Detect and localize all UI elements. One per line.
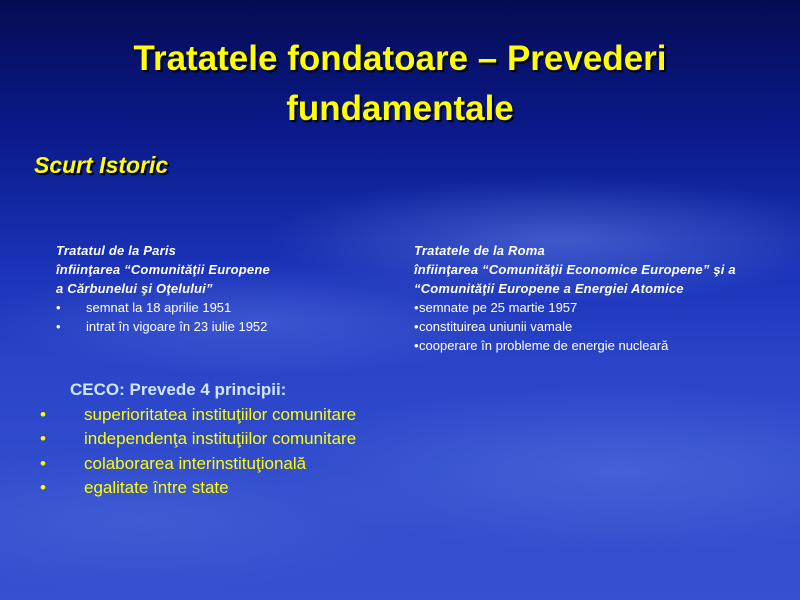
slide-title — [40, 34, 760, 134]
rome-bullet-signed: semnate pe 25 martie 1957 — [419, 300, 578, 315]
rome-treaties-column — [414, 241, 800, 355]
list-item — [40, 403, 500, 428]
subtitle: Scurt Istoric — [34, 152, 169, 178]
title-line-2: fundamentale — [286, 89, 514, 128]
list-item — [414, 317, 800, 336]
list-item — [40, 476, 500, 501]
ceco-principles — [40, 378, 500, 501]
rome-bullet-nuclear: cooperare în probleme de energie nucleară — [419, 338, 669, 353]
bullet-icon: • — [40, 429, 46, 448]
bullet-icon: • — [40, 453, 46, 473]
bullet-icon: • — [40, 478, 46, 497]
rome-bullet-customs: constituirea uniunii vamale — [419, 319, 573, 334]
list-item — [414, 298, 800, 317]
rome-treaties-header-2: înfiinţarea “Comunităţii Economice Europene” şi a — [414, 262, 736, 277]
paris-treaty-column — [56, 241, 386, 336]
ceco-heading: CECO: Prevede 4 principii: — [70, 380, 287, 399]
bullet-icon: • — [56, 300, 61, 315]
paris-bullet-signed: semnat la 18 aprilie 1951 — [86, 300, 232, 315]
paris-treaty-header-3: a Cărbunelui şi Oţelului” — [56, 281, 213, 296]
bullet-icon: • — [414, 300, 419, 315]
rome-treaties-header-1: Tratatele de la Roma — [414, 243, 545, 258]
ceco-item-1: superioritatea instituţiilor comunitare — [84, 404, 357, 424]
list-item — [56, 298, 386, 317]
bullet-icon: • — [414, 338, 419, 353]
bullet-icon: • — [40, 404, 46, 424]
rome-treaties-header-3: “Comunităţii Europene a Energiei Atomice — [414, 281, 684, 296]
list-item — [40, 427, 500, 452]
list-item — [40, 452, 500, 477]
paris-bullet-in-force: intrat în vigoare în 23 iulie 1952 — [86, 319, 268, 334]
bullet-icon: • — [56, 319, 61, 334]
paris-treaty-header-2: înfiinţarea “Comunităţii Europene — [56, 262, 270, 277]
title-line-1: Tratatele fondatoare – Prevederi — [133, 39, 667, 78]
list-item — [414, 336, 800, 355]
ceco-item-2: independenţa instituţiilor comunitare — [84, 429, 357, 448]
ceco-item-3: colaborarea interinstituţională — [84, 453, 307, 473]
ceco-item-4: egalitate între state — [84, 478, 229, 497]
list-item — [56, 317, 386, 336]
paris-treaty-header-1: Tratatul de la Paris — [56, 243, 177, 258]
bullet-icon: • — [414, 319, 419, 334]
